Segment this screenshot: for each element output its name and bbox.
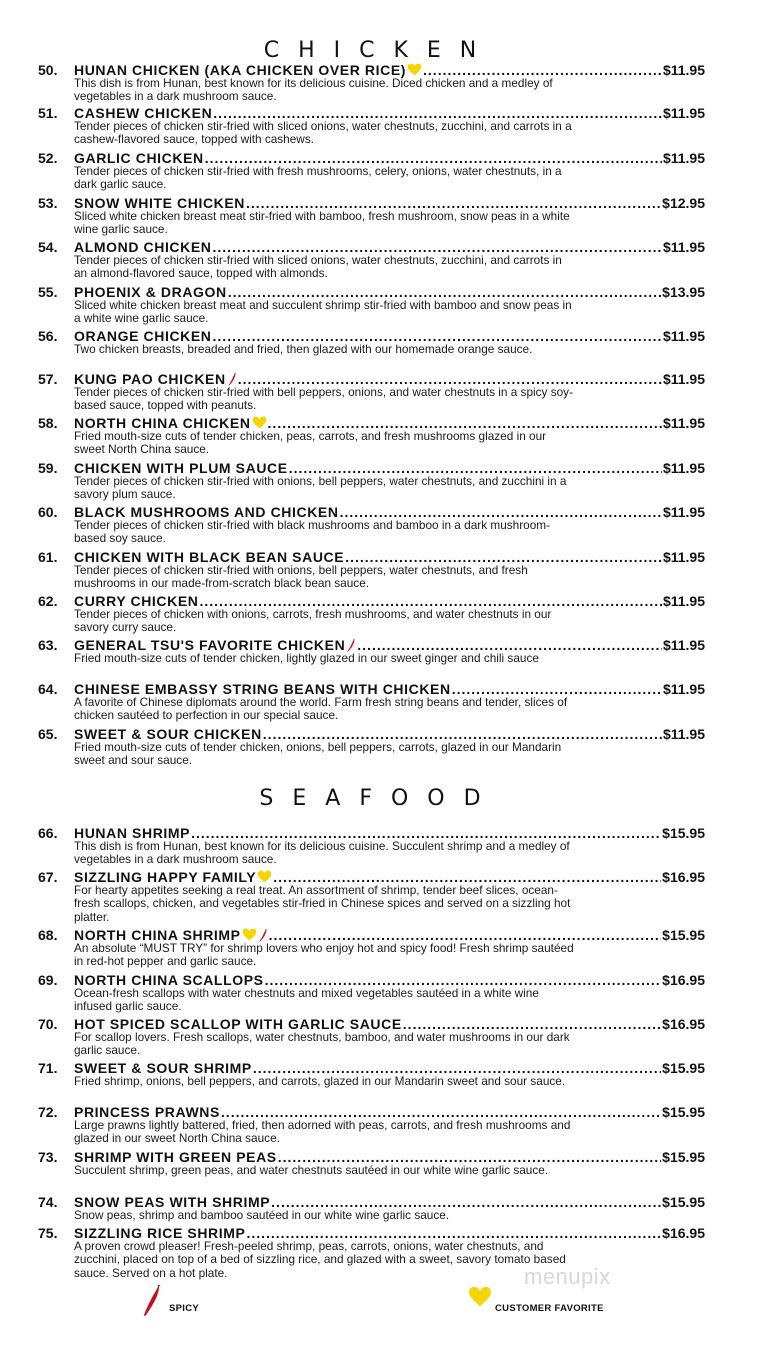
watermark: menupix [524, 1264, 611, 1289]
item-price: $16.95 [662, 1225, 705, 1241]
item-description: Large prawns lightly battered, fried, then adorned with peas, carrots, and fresh mushrooms and glazed in our sweet North China sauce. [74, 1118, 571, 1146]
item-description: Tender pieces of chicken stir-fried with sliced onions, water chestnuts, zucchini, and carrots in an almond-flavored sauce, topped with almonds. [74, 253, 562, 281]
item-number: 75. [38, 1225, 58, 1241]
item-price: $11.95 [662, 681, 705, 697]
item-name: ORANGE CHICKEN [74, 328, 212, 344]
item-price: $11.95 [662, 62, 705, 78]
item-number: 65. [38, 726, 58, 742]
item-number: 69. [38, 972, 58, 988]
section-title-chicken: CHICKEN [263, 38, 496, 63]
item-number: 51. [38, 105, 58, 121]
item-description: Fried shrimp, onions, bell peppers, and carrots, glazed in our Mandarin sweet and sour sauce. [74, 1074, 566, 1088]
item-price: $11.95 [662, 504, 705, 520]
item-name: CURRY CHICKEN [74, 593, 199, 609]
item-price: $11.95 [662, 150, 705, 166]
legend-spicy-label: SPICY [169, 1303, 200, 1314]
item-description: This dish is from Hunan, best known for its delicious cuisine. Succulent shrimp and a medley of vegetables in a dark mushroom sauce. [74, 839, 570, 867]
item-description: Tender pieces of chicken stir-fried with onions, bell peppers, water chestnuts, and zucchini in a savory plum sauce. [74, 474, 567, 502]
item-number: 56. [38, 328, 58, 344]
item-number: 66. [38, 825, 58, 841]
item-name: PRINCESS PRAWNS [74, 1104, 220, 1120]
item-number: 71. [38, 1060, 58, 1076]
item-number: 57. [38, 371, 58, 387]
item-number: 52. [38, 150, 58, 166]
item-price: $11.95 [662, 593, 705, 609]
item-name: SHRIMP WITH GREEN PEAS [74, 1149, 277, 1165]
item-description: Sliced white chicken breast meat and succulent shrimp stir-fried with bamboo and snow peas in a white wine garlic sauce. [74, 298, 572, 326]
item-number: 59. [38, 460, 58, 476]
item-name: NORTH CHINA SCALLOPS [74, 972, 264, 988]
item-number: 74. [38, 1194, 58, 1210]
item-description: Tender pieces of chicken stir-fried with bell peppers, onions, and water chestnuts in a spicy soy-based sauce, topped with peanuts. [74, 385, 573, 413]
item-description: Fried mouth-size cuts of tender chicken, peas, carrots, and fresh mushrooms glazed in our sweet North China sauce. [74, 429, 547, 457]
item-price: $15.95 [662, 1194, 705, 1210]
item-number: 58. [38, 415, 58, 431]
item-name: GARLIC CHICKEN [74, 150, 204, 166]
item-number: 50. [38, 62, 58, 78]
item-price: $11.95 [662, 637, 705, 653]
item-name: SIZZLING RICE SHRIMP [74, 1225, 246, 1241]
item-price: $11.95 [662, 460, 705, 476]
item-description: An absolute “MUST TRY” for shrimp lovers who enjoy hot and spicy food! Fresh shrimp sautéed in red-hot pepper and garlic sauce. [74, 941, 574, 969]
section-title-seafood: SEAFOOD [259, 786, 500, 811]
legend-favorite-label: CUSTOMER FAVORITE [495, 1303, 604, 1314]
item-number: 61. [38, 549, 58, 565]
item-number: 63. [38, 637, 58, 653]
item-description: Ocean-fresh scallops with water chestnuts and mixed vegetables sautéed in a white wine infused garlic sauce. [74, 986, 539, 1014]
item-name: PHOENIX & DRAGON [74, 284, 227, 300]
item-description: This dish is from Hunan, best known for its delicious cuisine. Diced chicken and a medley of vegetables in a dark mushroom sauce. [74, 76, 553, 104]
item-price: $11.95 [662, 105, 705, 121]
item-number: 64. [38, 681, 58, 697]
item-number: 72. [38, 1104, 58, 1120]
item-number: 68. [38, 927, 58, 943]
item-price: $16.95 [662, 972, 705, 988]
item-name: HUNAN CHICKEN (AKA CHICKEN OVER RICE) [74, 62, 407, 78]
item-description: Fried mouth-size cuts of tender chicken, onions, bell peppers, carrots, glazed in our Mandarin sweet and sour sauce. [74, 740, 562, 768]
item-description: Succulent shrimp, green peas, and water chestnuts sautéed in our white wine garlic sauce. [74, 1163, 549, 1177]
item-description: Tender pieces of chicken stir-fried with fresh mushrooms, celery, onions, water chestnuts, in a dark garlic sauce. [74, 164, 562, 192]
item-name: CASHEW CHICKEN [74, 105, 213, 121]
item-name: SWEET & SOUR CHICKEN [74, 726, 262, 742]
item-number: 70. [38, 1016, 58, 1032]
item-price: $15.95 [662, 1149, 705, 1165]
item-price: $15.95 [662, 927, 705, 943]
item-number: 67. [38, 869, 58, 885]
item-description: Snow peas, shrimp and bamboo sautéed in our white wine garlic sauce. [74, 1208, 450, 1222]
item-name: CHICKEN WITH PLUM SAUCE [74, 460, 288, 476]
item-number: 53. [38, 195, 58, 211]
item-price: $15.95 [662, 1060, 705, 1076]
item-number: 73. [38, 1149, 58, 1165]
chili-pepper-icon [142, 1285, 162, 1320]
item-price: $15.95 [662, 825, 705, 841]
item-description: For scallop lovers. Fresh scallops, water chestnuts, bamboo, and water mushrooms in our dark garlic sauce. [74, 1030, 570, 1058]
item-number: 62. [38, 593, 58, 609]
item-price: $11.95 [662, 549, 705, 565]
item-description: Tender pieces of chicken stir-fried with black mushrooms and bamboo in a dark mushroom-based soy sauce. [74, 518, 551, 546]
item-name: BLACK MUSHROOMS AND CHICKEN [74, 504, 339, 520]
item-description: Tender pieces of chicken stir-fried with sliced onions, water chestnuts, zucchini, and carrots in a cashew-flavored sauce, topped with cashews. [74, 119, 572, 147]
item-price: $11.95 [662, 371, 705, 387]
item-name: SNOW PEAS WITH SHRIMP [74, 1194, 271, 1210]
item-description: Tender pieces of chicken with onions, carrots, fresh mushrooms, and water chestnuts in our savory curry sauce. [74, 607, 552, 635]
item-price: $16.95 [662, 1016, 705, 1032]
heart-icon [468, 1286, 492, 1310]
item-name: SWEET & SOUR SHRIMP [74, 1060, 252, 1076]
item-price: $11.95 [662, 726, 705, 742]
item-name: NORTH CHINA CHICKEN [74, 415, 251, 431]
item-name: SNOW WHITE CHICKEN [74, 195, 246, 211]
item-name: CHINESE EMBASSY STRING BEANS WITH CHICKEN [74, 681, 451, 697]
item-number: 54. [38, 239, 58, 255]
item-price: $15.95 [662, 1104, 705, 1120]
item-description: Two chicken breasts, breaded and fried, then glazed with our homemade orange sauce. [74, 342, 533, 356]
item-description: For hearty appetites seeking a real treat. An assortment of shrimp, tender beef slices, ocean-fresh scallops, chicken, and vegetables stir-fried in Chinese spices and served on a sizzling hot platter. [74, 883, 571, 924]
item-number: 55. [38, 284, 58, 300]
item-name: NORTH CHINA SHRIMP [74, 927, 241, 943]
item-description: Fried mouth-size cuts of tender chicken, lightly glazed in our sweet ginger and chili sauce [74, 651, 539, 665]
item-price: $11.95 [662, 239, 705, 255]
item-name: HOT SPICED SCALLOP WITH GARLIC SAUCE [74, 1016, 402, 1032]
item-name: ALMOND CHICKEN [74, 239, 212, 255]
item-name: SIZZLING HAPPY FAMILY [74, 869, 257, 885]
item-name: HUNAN SHRIMP [74, 825, 191, 841]
item-price: $16.95 [662, 869, 705, 885]
item-price: $11.95 [662, 328, 705, 344]
item-description: Tender pieces of chicken stir-fried with onions, bell peppers, water chestnuts, and fresh mushrooms in our made-from-scratch black bean sauce. [74, 563, 528, 591]
item-name: KUNG PAO CHICKEN [74, 371, 226, 387]
item-price: $12.95 [662, 195, 705, 211]
item-description: Sliced white chicken breast meat stir-fried with bamboo, fresh mushroom, snow peas in a white wine garlic sauce. [74, 209, 570, 237]
item-number: 60. [38, 504, 58, 520]
item-name: GENERAL TSU'S FAVORITE CHICKEN [74, 637, 346, 653]
item-description: A proven crowd pleaser! Fresh-peeled shrimp, peas, carrots, onions, water chestnuts, and zucchini, placed on top of a bed of sizzling rice, and glazed with a sweet, savory tomato based sauce. Served on a hot plate. [74, 1239, 566, 1280]
item-price: $11.95 [662, 415, 705, 431]
item-description: A favorite of Chinese diplomats around the world. Farm fresh string beans and tender, slices of chicken sautéed to perfection in our special sauce. [74, 695, 568, 723]
item-price: $13.95 [662, 284, 705, 300]
item-name: CHICKEN WITH BLACK BEAN SAUCE [74, 549, 345, 565]
